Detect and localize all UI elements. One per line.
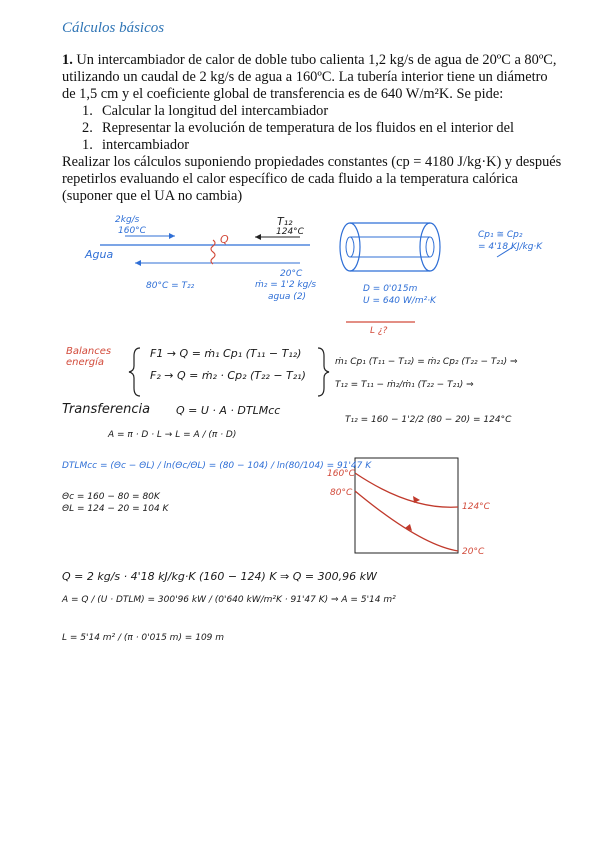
plot-end-20: 20°C	[462, 547, 485, 557]
plot-y-tick-160: 160°C	[327, 469, 355, 479]
hot-out-temp: 124°C	[276, 227, 304, 237]
hot-fluid-label: Agua	[85, 248, 114, 261]
problem-number: 1.	[62, 52, 73, 68]
plot-end-124: 124°C	[462, 502, 490, 512]
task-text: Calcular la longitud del intercambiador	[102, 103, 329, 119]
section-heading: Cálculos básicos	[62, 20, 165, 36]
balance-f1: F1 → Q = ṁ₁ Cp₁ (T₁₁ − T₁₂)	[150, 347, 302, 360]
hot-series-line	[355, 473, 458, 507]
t12-calculation: T₁₂ = 160 − 1'2/2 (80 − 20) = 124°C	[345, 415, 512, 425]
hot-flow-label: 2kg/s	[115, 215, 140, 225]
heat-symbol: Q	[220, 233, 229, 246]
right-brace	[318, 348, 329, 396]
balance-equation: ṁ₁ Cp₁ (T₁₁ − T₁₂) = ṁ₂ Cp₂ (T₂₂ − T₂₁) ⇒	[335, 357, 518, 367]
theta-l: ΘL = 124 − 20 = 104 K	[62, 504, 169, 514]
l-calculation: L = 5'14 m² / (π · 0'015 m) = 109 m	[62, 633, 225, 643]
q-calculation: Q = 2 kg/s · 4'18 kJ/kg·K (160 − 124) K ⇒ Q = 300,96 kW	[62, 570, 377, 583]
cylinder-inner-front	[346, 237, 354, 257]
cold-flow-arrowhead	[135, 260, 141, 266]
closing-paragraph: Realizar los cálculos suponiendo propiedades constantes (cp = 4180 J/kg·K) y después repetirlos evaluando el calor específico de cada fluido a la temperatura calórica (suponer que el UA no cambia)	[62, 154, 562, 204]
task-text: intercambiador	[102, 137, 190, 153]
cold-out-temp: 80°C = T₂₂	[146, 281, 195, 291]
balance-title: Balances energía	[66, 346, 112, 368]
t12-formula: T₁₂ = T₁₁ − ṁ₂/ṁ₁ (T₂₂ − T₂₁) ⇒	[335, 380, 474, 390]
plot-frame	[355, 458, 458, 553]
task-number: 2.	[82, 120, 93, 136]
transfer-title: Transferencia	[62, 402, 151, 417]
task-text: Representar la evolución de temperatura de los fluidos en el interior del	[102, 120, 514, 136]
length-question: L ¿?	[370, 326, 388, 336]
hot-temp-label: 160°C	[118, 226, 146, 236]
cylinder-front	[340, 223, 360, 271]
cp-value-label: = 4'18 KJ/kg·K	[478, 242, 543, 252]
cylinder-back	[420, 223, 440, 271]
a-calculation: A = Q / (U · DTLM) = 300'96 kW / (0'640 kW/m²K · 91'47 K) ⇒ A = 5'14 m²	[62, 595, 396, 605]
dtlm-equation: DTLMcc = (Θc − ΘL) / ln(Θc/ΘL) = (80 − 104) / ln(80/104) = 91'47 K	[62, 461, 372, 471]
transfer-equation: Q = U · A · DTLMcc	[176, 404, 281, 417]
left-brace	[129, 348, 140, 396]
plot-y-tick-80: 80°C	[330, 488, 353, 498]
hot-out-arrowhead	[255, 234, 261, 240]
u-value-label: U = 640 W/m²·K	[363, 296, 436, 306]
cold-flow-label: ṁ₂ = 1'2 kg/s	[255, 280, 317, 290]
hot-flow-arrowhead	[169, 233, 175, 239]
hot-out-label: T₁₂	[277, 215, 293, 228]
diameter-label: D = 0'015m	[363, 284, 418, 294]
area-equation: A = π · D · L → L = A / (π · D)	[108, 430, 237, 440]
task-number: 1.	[82, 137, 93, 153]
cold-in-temp: 20°C	[280, 269, 303, 279]
problem-text: Un intercambiador de calor de doble tubo calienta 1,2 kg/s de agua de 20ºC a 80ºC, utilizando un caudal de 2 kg/s de agua a 160ºC. La tubería interior tiene un diámetro de 1,5 cm y el coeficiente global de transferencia es de 640 W/m²K. Se pide:	[62, 52, 557, 102]
task-number: 1.	[82, 103, 93, 119]
cp-equal-label: Cp₁ ≅ Cp₂	[478, 230, 523, 240]
heat-coil-icon	[211, 240, 215, 264]
theta-c: Θc = 160 − 80 = 80K	[62, 492, 160, 502]
balance-f2: F₂ → Q = ṁ₂ · Cp₂ (T₂₂ − T₂₁)	[150, 369, 306, 382]
cold-fluid-label: agua (2)	[268, 292, 307, 302]
